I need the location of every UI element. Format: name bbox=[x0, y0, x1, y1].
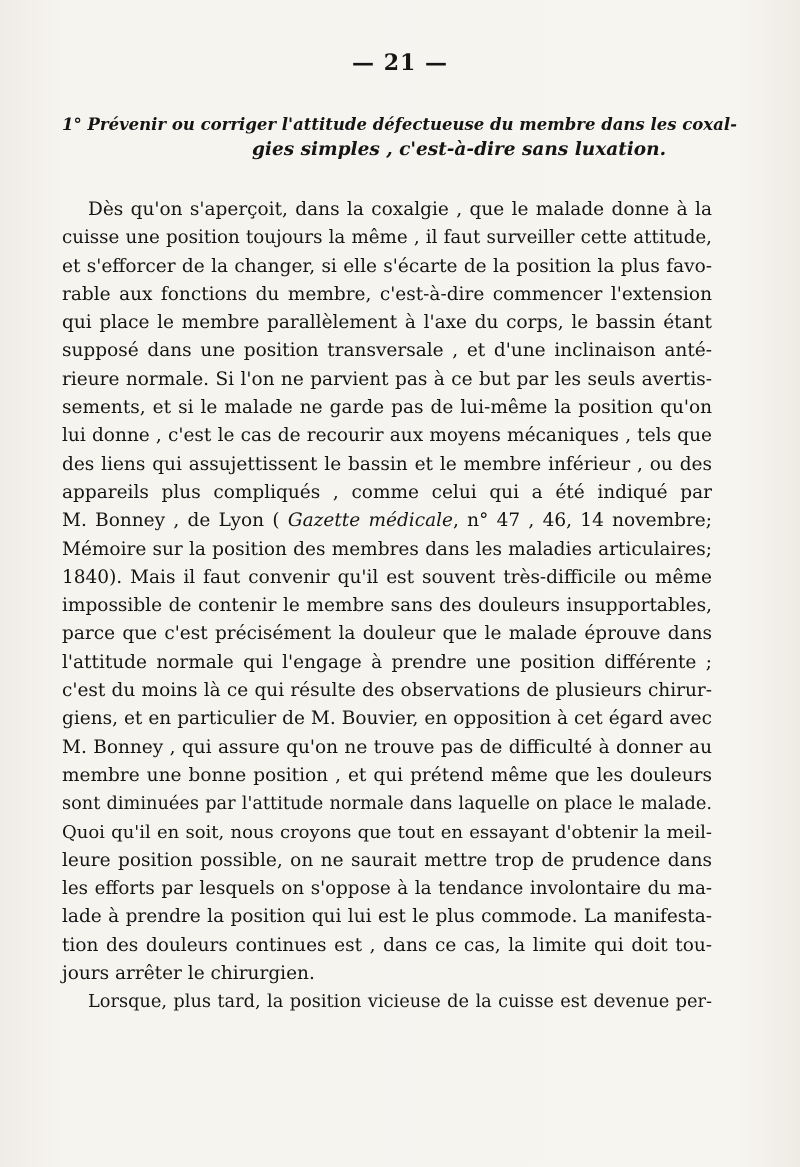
text-line: 1840). Mais il faut convenir qu'il est souvent très-difficile ou même bbox=[62, 566, 712, 588]
text-line: Lorsque, plus tard, la position vicieuse de la cuisse est devenue per- bbox=[88, 992, 712, 1013]
text-line: jours arrêter le chirurgien. bbox=[62, 963, 315, 985]
citation-line bbox=[62, 507, 712, 535]
section-heading bbox=[62, 112, 742, 162]
citation-after: , n° 47 , 46, 14 novembre; bbox=[452, 510, 712, 532]
text-line: tion des douleurs continues est , dans ce cas, la limite qui doit tou- bbox=[62, 934, 712, 956]
text-line: les efforts par lesquels on s'oppose à la tendance involontaire du ma- bbox=[62, 878, 712, 900]
text-line: qui place le membre parallèlement à l'axe du corps, le bassin étant bbox=[62, 312, 712, 334]
text-line: sont diminuées par l'attitude normale dans laquelle on place le malade. bbox=[62, 794, 712, 815]
text-line: impossible de contenir le membre sans des douleurs insupportables, bbox=[62, 595, 712, 617]
page-number: — 21 — bbox=[352, 50, 448, 76]
text-line: appareils plus compliqués , comme celui qui a été indiqué par bbox=[62, 481, 712, 503]
text-line: leure position possible, on ne saurait mettre trop de prudence dans bbox=[62, 849, 712, 871]
text-line: cuisse une position toujours la même , il faut surveiller cette attitude, bbox=[62, 227, 712, 249]
text-line: rable aux fonctions du membre, c'est-à-dire commencer l'extension bbox=[62, 283, 712, 305]
text-line: lade à prendre la position qui lui est le plus commode. La manifesta- bbox=[62, 906, 712, 928]
text-line: Dès qu'on s'aperçoit, dans la coxalgie , que le malade donne à la bbox=[88, 199, 712, 220]
text-line: c'est du moins là ce qui résulte des observations de plusieurs chirur- bbox=[62, 680, 712, 702]
heading-line-1: 1° Prévenir ou corriger l'attitude défectueuse du membre dans les coxal- bbox=[62, 115, 737, 134]
text-line: supposé dans une position transversale , et d'une inclinaison anté- bbox=[62, 340, 712, 362]
text-line: giens, et en particulier de M. Bouvier, en opposition à cet égard avec bbox=[62, 708, 712, 730]
heading-line-2: gies simples , c'est-à-dire sans luxation. bbox=[252, 139, 667, 160]
text-line: membre une bonne position , et qui prétend même que les douleurs bbox=[62, 764, 712, 786]
text-line: Mémoire sur la position des membres dans les maladies articulaires; bbox=[62, 538, 712, 560]
text-line: M. Bonney , qui assure qu'on ne trouve pas de difficulté à donner au bbox=[62, 736, 712, 758]
text-line: lui donne , c'est le cas de recourir aux moyens mécaniques , tels que bbox=[62, 425, 712, 447]
text-line: Quoi qu'il en soit, nous croyons que tout en essayant d'obtenir la meil- bbox=[62, 821, 712, 843]
text-line: parce que c'est précisément la douleur que le malade éprouve dans bbox=[62, 623, 712, 645]
text-line: rieure normale. Si l'on ne parvient pas à ce but par les seuls avertis- bbox=[62, 368, 712, 390]
text-line: sements, et si le malade ne garde pas de lui-même la position qu'on bbox=[62, 397, 712, 419]
citation-journal: Gazette médicale bbox=[287, 510, 453, 532]
text-line: l'attitude normale qui l'engage à prendre une position différente ; bbox=[62, 651, 712, 673]
citation-before: M. Bonney , de Lyon ( bbox=[62, 510, 288, 532]
text-line: des liens qui assujettissent le bassin et le membre inférieur , ou des bbox=[62, 453, 712, 475]
text-line: et s'efforcer de la changer, si elle s'écarte de la position la plus favo- bbox=[62, 255, 712, 277]
body-text bbox=[62, 196, 712, 1017]
